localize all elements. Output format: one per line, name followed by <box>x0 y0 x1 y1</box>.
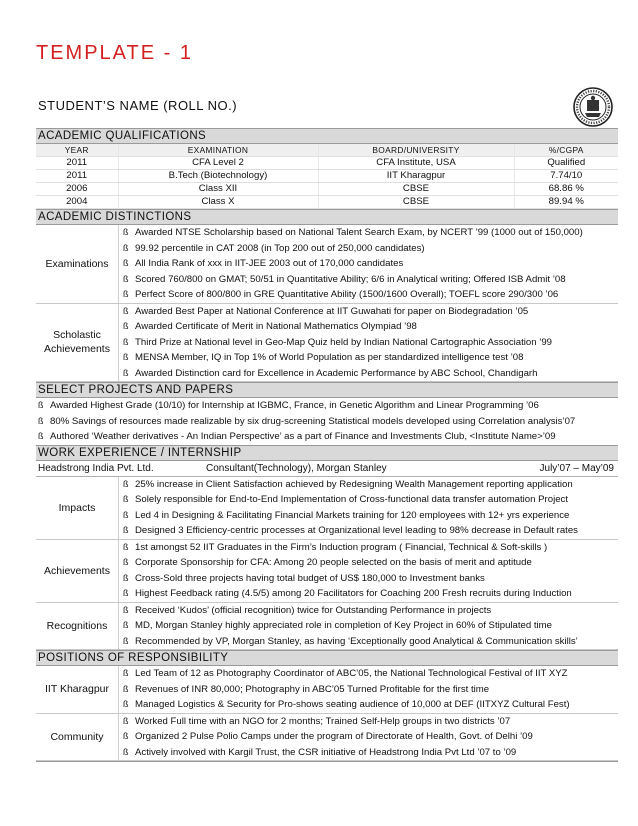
bullet-item: ß Awarded NTSE Scholarship based on National Talent Search Exam, by NCERT ’99 (1000 out of 150,000) <box>119 225 618 241</box>
bullet-marker: ß <box>123 258 129 268</box>
bullet-marker: ß <box>123 509 129 520</box>
institute-emblem-icon <box>572 86 614 128</box>
employer-row <box>36 461 618 477</box>
bullet-item: ß Solely responsible for End-to-End Implementation of Cross-functional data transfer automation Project <box>119 492 618 508</box>
bullet-marker: ß <box>123 668 129 678</box>
bullet-marker: ß <box>123 715 129 726</box>
group-label: Recognitions <box>36 602 119 650</box>
bullet-marker: ß <box>123 699 129 709</box>
company-name: Headstrong India Pvt. Ltd. <box>38 462 154 474</box>
bullet-item: ß Awarded Certificate of Merit in National Mathematics Olympiad ’98 <box>119 319 618 335</box>
table-cell: 7.74/10 <box>514 170 618 183</box>
bullet-item: ß Awarded Best Paper at National Conference at IIT Guwahati for paper on Biodegradation ’05 <box>119 304 618 320</box>
distinctions-table <box>36 225 618 382</box>
section-academic-distinctions: ACADEMIC DISTINCTIONS <box>36 209 618 225</box>
name-row <box>36 86 618 128</box>
bullet-item: ß Recommended by VP, Morgan Stanley, as having ‘Exceptionally good Analytical & Communication skills’ <box>119 634 618 650</box>
table-cell: IIT Kharagpur <box>318 170 514 183</box>
bullet-marker: ß <box>123 557 129 567</box>
table-cell: CFA Level 2 <box>118 157 318 170</box>
section-positions: POSITIONS OF RESPONSIBILITY <box>36 650 618 666</box>
bullet-item: ß Managed Logistics & Security for Pro-shows seating audience of 10,000 at DEF (IITXYZ Cultural Fest) <box>119 697 618 713</box>
table-cell: 2011 <box>36 157 118 170</box>
group-label: IIT Kharagpur <box>36 666 119 713</box>
bullet-item: ß Organized 2 Pulse Polio Camps under the program of Directorate of Health, Govt. of Delhi ’09 <box>119 729 618 745</box>
template-title: TEMPLATE - 1 <box>36 42 193 64</box>
bullet-item: ß Corporate Sponsorship for CFA: Among 20 people selected on the basis of merit and aptitude <box>119 555 618 571</box>
bullet-item: ß Worked Full time with an NGO for 2 months; Trained Self-Help groups in two districts ’07 <box>119 714 618 730</box>
bullet-item: ß Awarded Highest Grade (10/10) for Internship at IGBMC, France, in Genetic Algorithm and Linear Programming ’06 <box>36 398 618 414</box>
bullet-marker: ß <box>123 541 129 552</box>
column-header: YEAR <box>36 144 118 157</box>
bullet-marker: ß <box>123 352 129 362</box>
table-row <box>36 183 618 196</box>
group-label: Achievements <box>36 539 119 602</box>
bullet-marker: ß <box>123 572 129 583</box>
bullet-item: ß Revenues of INR 80,000; Photography in ABC’05 Turned Profitable for the first time <box>119 682 618 698</box>
group-items <box>119 602 619 650</box>
bullet-marker: ß <box>123 289 129 299</box>
table-cell: 68.86 % <box>514 183 618 196</box>
projects-list <box>36 398 618 445</box>
table-cell: Class XII <box>118 183 318 196</box>
bullet-marker: ß <box>123 336 129 347</box>
bullet-item: ß 25% increase in Client Satisfaction achieved by Redesigning Wealth Management reporting application <box>119 477 618 493</box>
table-row <box>36 157 618 170</box>
group-items <box>119 539 619 602</box>
table-cell: Class X <box>118 196 318 209</box>
table-cell: CBSE <box>318 196 514 209</box>
group-label: Examinations <box>36 225 119 303</box>
job-role: Consultant(Technology), Morgan Stanley <box>206 462 387 474</box>
table-header-row <box>36 144 618 157</box>
table-row <box>36 196 618 209</box>
bullet-marker: ß <box>123 367 129 378</box>
bullet-item: ß Actively involved with Kargil Trust, the CSR initiative of Headstrong India Pvt Ltd ’07 to ’09 <box>119 745 618 761</box>
group-label: Community <box>36 713 119 761</box>
bullet-marker: ß <box>123 604 129 615</box>
bullet-marker: ß <box>123 227 129 237</box>
bullet-item: ß Third Prize at National level in Geo-Map Quiz held by Indian National Cartographic Association ’99 <box>119 335 618 351</box>
work-table <box>36 477 618 651</box>
group-items <box>119 713 619 761</box>
bullet-marker: ß <box>123 242 129 253</box>
bullet-item: ß Received ‘Kudos’ (official recognition) twice for Outstanding Performance in projects <box>119 603 618 619</box>
bullet-item: ß 80% Savings of resources made realizable by six drug-screening Statistical models developed using Correlation analysis’07 <box>36 414 618 430</box>
group-items <box>119 225 619 303</box>
bullet-marker: ß <box>38 400 44 410</box>
bullet-marker: ß <box>123 494 129 504</box>
bullet-item: ß Awarded Distinction card for Excellence in Academic Performance by ABC School, Chandigarh <box>119 366 618 382</box>
group-row <box>36 303 618 382</box>
bullet-marker: ß <box>123 731 129 741</box>
bullet-item: ß Led 4 in Designing & Facilitating Financial Markets training for 120 employees with 12+ yrs experience <box>119 508 618 524</box>
table-cell: CBSE <box>318 183 514 196</box>
group-label: Impacts <box>36 477 119 540</box>
resume-page <box>36 40 618 762</box>
group-row <box>36 477 618 540</box>
bullet-item: ß Led Team of 12 as Photography Coordinator of ABC’05, the National Technological Festival of IIT XYZ <box>119 666 618 682</box>
group-row <box>36 666 618 713</box>
section-work-experience: WORK EXPERIENCE / INTERNSHIP <box>36 445 618 461</box>
bullet-marker: ß <box>38 431 44 441</box>
bullet-item: ß MENSA Member, IQ in Top 1% of World Population as per standardized intelligence test ’08 <box>119 350 618 366</box>
group-label: Scholastic Achievements <box>36 303 119 382</box>
bullet-marker: ß <box>123 620 129 630</box>
bullet-item: ß Highest Feedback rating (4.5/5) among 20 Facilitators for Coaching 200 Fresh recruits during Induction <box>119 586 618 602</box>
group-items <box>119 477 619 540</box>
qualifications-table <box>36 144 618 209</box>
bullet-item: ß Designed 3 Efficiency-centric processes at Organizational level leading to 98% decrease in Default rates <box>119 523 618 539</box>
bullet-item: ß MD, Morgan Stanley highly appreciated role in completion of Key Project in 60% of Stipulated time <box>119 618 618 634</box>
group-row <box>36 539 618 602</box>
bullet-marker: ß <box>123 478 129 489</box>
bullet-marker: ß <box>123 635 129 646</box>
table-cell: 2006 <box>36 183 118 196</box>
group-row <box>36 602 618 650</box>
section-projects: SELECT PROJECTS AND PAPERS <box>36 382 618 398</box>
bullet-item: ß Authored ‘Weather derivatives - An Indian Perspective’ as a part of Finance and Investments Club, <Institute Name>’09 <box>36 429 618 445</box>
table-cell: CFA Institute, USA <box>318 157 514 170</box>
job-dates: July’07 – May’09 <box>539 462 614 474</box>
positions-table <box>36 666 618 761</box>
bullet-item: ß 1st amongst 52 IIT Graduates in the Firm’s Induction program ( Financial, Technical & Soft-skills ) <box>119 540 618 556</box>
group-row <box>36 713 618 761</box>
column-header: %/CGPA <box>514 144 618 157</box>
bullet-item: ß Perfect Score of 800/800 in GRE Quantitative Ability (1500/1600 Overall); TOEFL score 290/300 ’06 <box>119 287 618 303</box>
table-cell: B.Tech (Biotechnology) <box>118 170 318 183</box>
bullet-item: ß Cross-Sold three projects having total budget of US$ 180,000 to Investment banks <box>119 571 618 587</box>
bullet-marker: ß <box>123 273 129 284</box>
bullet-marker: ß <box>123 525 129 535</box>
bullet-item: ß All India Rank of xxx in IIT-JEE 2003 out of 170,000 candidates <box>119 256 618 272</box>
divider <box>36 761 618 762</box>
group-items <box>119 666 619 713</box>
bullet-marker: ß <box>38 415 44 426</box>
table-cell: 89.94 % <box>514 196 618 209</box>
column-header: BOARD/UNIVERSITY <box>318 144 514 157</box>
bullet-marker: ß <box>123 746 129 757</box>
bullet-item: ß Scored 760/800 on GMAT; 50/51 in Quantitative Ability; 6/6 in Analytical writing; Offered ISB Admit ’08 <box>119 272 618 288</box>
table-cell: Qualified <box>514 157 618 170</box>
group-row <box>36 225 618 303</box>
table-cell: 2004 <box>36 196 118 209</box>
column-header: EXAMINATION <box>118 144 318 157</box>
section-academic-qualifications: ACADEMIC QUALIFICATIONS <box>36 128 618 144</box>
student-name: STUDENT’S NAME (ROLL NO.) <box>38 98 238 113</box>
bullet-marker: ß <box>123 321 129 331</box>
bullet-item: ß 99.92 percentile in CAT 2008 (in Top 200 out of 250,000 candidates) <box>119 241 618 257</box>
bullet-marker: ß <box>123 588 129 598</box>
group-items <box>119 303 619 382</box>
bullet-marker: ß <box>123 683 129 694</box>
table-row <box>36 170 618 183</box>
bullet-marker: ß <box>123 305 129 316</box>
table-cell: 2011 <box>36 170 118 183</box>
